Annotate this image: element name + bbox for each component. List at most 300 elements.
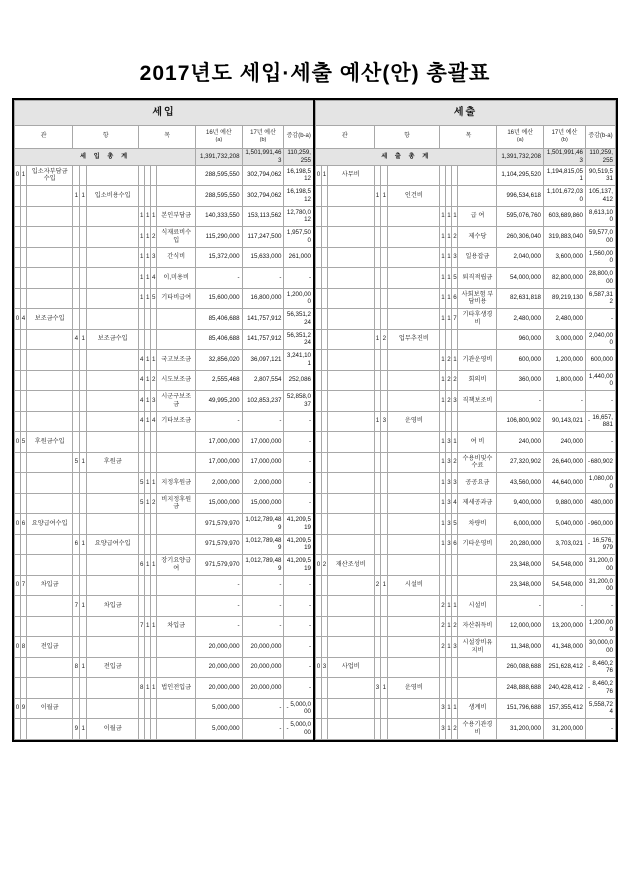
col-header-budget-a bbox=[196, 126, 242, 149]
budget-b-label: 17년 예산 bbox=[250, 129, 276, 136]
diff-cell: - bbox=[284, 268, 314, 289]
budget-a-cell: 115,290,000 bbox=[196, 227, 242, 248]
code-cell bbox=[374, 165, 381, 186]
label-cell bbox=[87, 309, 139, 330]
code-cell bbox=[73, 493, 80, 514]
budget-a-label: 16년 예산 bbox=[205, 129, 232, 136]
amount-value: 5,000,000 bbox=[290, 721, 311, 736]
label-cell bbox=[87, 350, 139, 371]
table-row bbox=[15, 288, 315, 309]
code-cell: 1 bbox=[452, 432, 458, 453]
hang-label: 시설비 bbox=[388, 575, 440, 596]
diff-cell bbox=[585, 411, 615, 432]
diff-cell: 105,137,412 bbox=[585, 186, 615, 207]
code-cell bbox=[80, 206, 87, 227]
code-cell: 1 bbox=[80, 186, 87, 207]
mok-label: 기타운영비 bbox=[458, 534, 497, 555]
negative-amount bbox=[286, 721, 311, 737]
diff-cell: 12,780,012 bbox=[284, 206, 314, 227]
diff-cell: - bbox=[284, 596, 314, 617]
budget-a-cell: 971,579,970 bbox=[196, 514, 242, 535]
label-cell bbox=[328, 473, 375, 494]
code-cell: 3 bbox=[452, 247, 458, 268]
label-cell bbox=[388, 452, 440, 473]
budget-b-label: 17년 예산 bbox=[551, 129, 578, 136]
label-cell bbox=[87, 555, 139, 576]
grand-total-label: 세 입 총 계 bbox=[15, 149, 196, 166]
label-cell bbox=[87, 698, 139, 719]
code-cell bbox=[381, 247, 388, 268]
budget-a-cell: 260,088,688 bbox=[497, 657, 544, 678]
code-cell bbox=[73, 288, 80, 309]
budget-a-cell: 2,000,000 bbox=[196, 473, 242, 494]
budget-b-cell: 3,600,000 bbox=[543, 247, 585, 268]
label-cell bbox=[328, 575, 375, 596]
code-cell: 1 bbox=[145, 678, 151, 699]
code-cell: 1 bbox=[446, 309, 452, 330]
code-cell: 3 bbox=[374, 678, 381, 699]
code-cell: 5 bbox=[452, 514, 458, 535]
table-row bbox=[316, 698, 616, 719]
diff-cell: - bbox=[585, 432, 615, 453]
diff-cell: 480,000 bbox=[585, 493, 615, 514]
label-cell bbox=[328, 514, 375, 535]
budget-b-cell: 153,113,562 bbox=[242, 206, 284, 227]
diff-cell bbox=[284, 698, 314, 719]
budget-a-cell: 17,000,000 bbox=[196, 432, 242, 453]
negative-amount bbox=[588, 520, 613, 528]
budget-a-cell: 140,333,550 bbox=[196, 206, 242, 227]
budget-b-cell: 1,200,000 bbox=[543, 350, 585, 371]
minus-sign: - bbox=[587, 540, 591, 548]
label-cell bbox=[388, 493, 440, 514]
mok-label: 시군구보조금 bbox=[157, 391, 196, 412]
grand-total-diff: 110,259,255 bbox=[284, 149, 314, 166]
grand-total-budget-a: 1,391,732,208 bbox=[196, 149, 242, 166]
gwan-label: 재산조성비 bbox=[328, 555, 375, 576]
code-cell bbox=[80, 247, 87, 268]
mok-label: 기타후생경비 bbox=[458, 309, 497, 330]
label-cell bbox=[26, 678, 72, 699]
table-row bbox=[316, 555, 616, 576]
code-cell: 1 bbox=[446, 637, 452, 658]
code-cell bbox=[80, 575, 87, 596]
code-cell bbox=[374, 206, 381, 227]
code-cell bbox=[381, 493, 388, 514]
mok-label: 비지정후원금 bbox=[157, 493, 196, 514]
code-cell: 3 bbox=[440, 719, 446, 740]
mok-label: 시설장비유지비 bbox=[458, 637, 497, 658]
mok-label: 생계비 bbox=[458, 698, 497, 719]
budget-b-cell: 141,757,912 bbox=[242, 329, 284, 350]
code-cell bbox=[73, 206, 80, 227]
table-row bbox=[316, 227, 616, 248]
label-cell bbox=[26, 719, 72, 740]
code-cell: 2 bbox=[322, 555, 328, 576]
code-cell: 1 bbox=[440, 350, 446, 371]
diff-cell: - bbox=[284, 616, 314, 637]
label-cell bbox=[388, 719, 440, 740]
label-cell bbox=[458, 657, 497, 678]
code-cell: 5 bbox=[151, 288, 157, 309]
code-cell: 1 bbox=[446, 227, 452, 248]
mok-label: 회의비 bbox=[458, 370, 497, 391]
label-cell bbox=[328, 678, 375, 699]
code-cell: 2 bbox=[151, 370, 157, 391]
budget-b-cell: 36,097,121 bbox=[242, 350, 284, 371]
diff-cell: - bbox=[284, 678, 314, 699]
code-cell: 5 bbox=[139, 473, 145, 494]
section-band-row bbox=[316, 101, 616, 126]
label-cell bbox=[328, 616, 375, 637]
label-cell bbox=[328, 227, 375, 248]
code-cell bbox=[374, 247, 381, 268]
label-cell bbox=[388, 206, 440, 227]
amount-value: 8,460,276 bbox=[592, 680, 613, 695]
table-row bbox=[316, 678, 616, 699]
code-cell: 1 bbox=[452, 698, 458, 719]
code-cell: 0 bbox=[15, 309, 21, 330]
label-cell bbox=[87, 411, 139, 432]
code-cell bbox=[374, 657, 381, 678]
gwan-label: 보조금수입 bbox=[26, 309, 72, 330]
code-cell bbox=[374, 534, 381, 555]
label-cell bbox=[26, 555, 72, 576]
budget-b-cell: 15,633,000 bbox=[242, 247, 284, 268]
diff-cell bbox=[585, 678, 615, 699]
code-cell bbox=[80, 698, 87, 719]
code-cell: 9 bbox=[73, 719, 80, 740]
table-row bbox=[15, 473, 315, 494]
code-cell: 2 bbox=[374, 575, 381, 596]
code-cell bbox=[73, 678, 80, 699]
budget-a-cell: - bbox=[196, 411, 242, 432]
label-cell bbox=[26, 616, 72, 637]
code-cell: 1 bbox=[145, 473, 151, 494]
code-cell: 1 bbox=[374, 329, 381, 350]
code-cell: 1 bbox=[446, 616, 452, 637]
budget-b-cell: 319,883,040 bbox=[543, 227, 585, 248]
label-cell bbox=[328, 370, 375, 391]
code-cell: 3 bbox=[446, 473, 452, 494]
hang-label: 보조금수입 bbox=[87, 329, 139, 350]
code-cell: 7 bbox=[73, 596, 80, 617]
table-row bbox=[15, 309, 315, 330]
code-cell bbox=[73, 350, 80, 371]
code-cell bbox=[374, 698, 381, 719]
mok-label: 여 비 bbox=[458, 432, 497, 453]
gwan-label: 입소자부담금 수입 bbox=[26, 165, 72, 186]
budget-b-cell: 82,800,000 bbox=[543, 268, 585, 289]
code-cell: 2 bbox=[446, 350, 452, 371]
table-row bbox=[316, 657, 616, 678]
code-cell: 4 bbox=[452, 493, 458, 514]
table-row bbox=[15, 452, 315, 473]
code-cell: 1 bbox=[446, 268, 452, 289]
budget-a-label: 16년 예산 bbox=[507, 129, 534, 136]
hang-label: 인건비 bbox=[388, 186, 440, 207]
diff-cell: 3,241,101 bbox=[284, 350, 314, 371]
mok-label: 제세공과금 bbox=[458, 493, 497, 514]
label-cell bbox=[157, 657, 196, 678]
col-header-mok: 목 bbox=[139, 126, 196, 149]
code-cell bbox=[374, 514, 381, 535]
code-cell bbox=[374, 637, 381, 658]
code-cell: 1 bbox=[145, 227, 151, 248]
mok-label: 간식비 bbox=[157, 247, 196, 268]
label-cell bbox=[26, 247, 72, 268]
diff-cell: - bbox=[284, 575, 314, 596]
label-cell bbox=[388, 391, 440, 412]
code-cell bbox=[381, 534, 388, 555]
budget-a-cell: 23,348,000 bbox=[497, 575, 544, 596]
code-cell: 1 bbox=[440, 370, 446, 391]
mok-label: 퇴직적립금 bbox=[458, 268, 497, 289]
mok-label: 자산취득비 bbox=[458, 616, 497, 637]
label-cell bbox=[328, 698, 375, 719]
table-row bbox=[316, 165, 616, 186]
label-cell bbox=[328, 719, 375, 740]
code-cell: 2 bbox=[452, 370, 458, 391]
section-title: 세입 bbox=[15, 101, 315, 126]
label-cell bbox=[87, 391, 139, 412]
code-cell bbox=[374, 309, 381, 330]
diff-cell: - bbox=[284, 452, 314, 473]
code-cell bbox=[374, 370, 381, 391]
table-row bbox=[15, 391, 315, 412]
code-cell: 3 bbox=[452, 473, 458, 494]
budget-b-cell: 15,000,000 bbox=[242, 493, 284, 514]
label-cell bbox=[26, 657, 72, 678]
label-cell bbox=[87, 493, 139, 514]
budget-b-cell: 240,000 bbox=[543, 432, 585, 453]
budget-a-cell: 20,000,000 bbox=[196, 637, 242, 658]
label-cell bbox=[328, 432, 375, 453]
label-cell bbox=[458, 411, 497, 432]
code-cell: 1 bbox=[80, 329, 87, 350]
label-cell bbox=[388, 227, 440, 248]
table-row bbox=[316, 391, 616, 412]
table-row bbox=[316, 268, 616, 289]
diff-cell bbox=[585, 452, 615, 473]
diff-cell: 5,558,724 bbox=[585, 698, 615, 719]
budget-b-cell: 1,012,789,489 bbox=[242, 555, 284, 576]
budget-a-sub: (a) bbox=[516, 137, 524, 144]
code-cell bbox=[381, 391, 388, 412]
label-cell bbox=[26, 452, 72, 473]
budget-a-cell: 2,480,000 bbox=[497, 309, 544, 330]
hang-label: 요양급여수입 bbox=[87, 534, 139, 555]
table-row bbox=[15, 514, 315, 535]
code-cell: 1 bbox=[440, 473, 446, 494]
code-cell: 5 bbox=[20, 432, 26, 453]
label-cell bbox=[328, 288, 375, 309]
budget-a-cell: 1,104,295,520 bbox=[497, 165, 544, 186]
budget-b-cell: - bbox=[543, 391, 585, 412]
diff-cell: 252,086 bbox=[284, 370, 314, 391]
table-row bbox=[15, 698, 315, 719]
budget-b-cell: 2,807,554 bbox=[242, 370, 284, 391]
budget-a-sub: (a) bbox=[215, 137, 223, 144]
label-cell bbox=[388, 473, 440, 494]
mok-label: 직책보조비 bbox=[458, 391, 497, 412]
label-cell bbox=[26, 186, 72, 207]
hang-label: 운영비 bbox=[388, 678, 440, 699]
hang-label: 업무추진비 bbox=[388, 329, 440, 350]
table-row bbox=[15, 657, 315, 678]
table-row bbox=[316, 473, 616, 494]
code-cell bbox=[374, 596, 381, 617]
grand-total-diff: 110,259,255 bbox=[585, 149, 615, 166]
code-cell bbox=[374, 452, 381, 473]
diff-cell: 56,351,224 bbox=[284, 329, 314, 350]
label-cell bbox=[26, 493, 72, 514]
diff-cell: 2,040,000 bbox=[585, 329, 615, 350]
code-cell bbox=[73, 268, 80, 289]
budget-b-cell: 302,794,062 bbox=[242, 165, 284, 186]
code-cell: 1 bbox=[446, 596, 452, 617]
budget-a-cell: 5,000,000 bbox=[196, 719, 242, 740]
code-cell bbox=[80, 288, 87, 309]
budget-b-cell: 20,000,000 bbox=[242, 678, 284, 699]
gwan-label: 차입금 bbox=[26, 575, 72, 596]
label-cell bbox=[388, 534, 440, 555]
revenue-table bbox=[14, 100, 315, 740]
label-cell bbox=[26, 411, 72, 432]
label-cell bbox=[388, 288, 440, 309]
label-cell bbox=[388, 370, 440, 391]
gwan-label: 전입금 bbox=[26, 637, 72, 658]
code-cell: 1 bbox=[20, 165, 26, 186]
diff-cell: 30,000,000 bbox=[585, 637, 615, 658]
budget-a-cell: 5,000,000 bbox=[196, 698, 242, 719]
code-cell: 0 bbox=[15, 514, 21, 535]
table-row bbox=[15, 596, 315, 617]
label-cell bbox=[328, 637, 375, 658]
diff-cell: - bbox=[284, 637, 314, 658]
budget-a-cell: - bbox=[196, 596, 242, 617]
budget-a-cell: 20,280,000 bbox=[497, 534, 544, 555]
label-cell bbox=[87, 268, 139, 289]
diff-cell: 52,858,037 bbox=[284, 391, 314, 412]
mok-label: 국고보조금 bbox=[157, 350, 196, 371]
code-cell bbox=[381, 206, 388, 227]
label-cell bbox=[328, 329, 375, 350]
label-cell bbox=[87, 370, 139, 391]
code-cell bbox=[381, 370, 388, 391]
code-cell: 1 bbox=[80, 452, 87, 473]
code-cell: 8 bbox=[73, 657, 80, 678]
code-cell: 1 bbox=[80, 657, 87, 678]
code-cell: 1 bbox=[139, 247, 145, 268]
label-cell bbox=[328, 309, 375, 330]
code-cell bbox=[374, 493, 381, 514]
code-cell: 0 bbox=[15, 698, 21, 719]
mok-label: 기타보조금 bbox=[157, 411, 196, 432]
table-row bbox=[15, 350, 315, 371]
negative-amount bbox=[588, 660, 613, 676]
col-header-gwan: 관 bbox=[15, 126, 73, 149]
budget-a-cell: 2,555,468 bbox=[196, 370, 242, 391]
code-cell: 3 bbox=[446, 514, 452, 535]
minus-sign: - bbox=[587, 663, 591, 671]
label-cell bbox=[87, 514, 139, 535]
code-cell: 1 bbox=[73, 186, 80, 207]
code-cell: 1 bbox=[151, 678, 157, 699]
minus-sign: - bbox=[587, 519, 591, 527]
mok-label: 기관운영비 bbox=[458, 350, 497, 371]
table-row bbox=[316, 452, 616, 473]
code-cell bbox=[374, 432, 381, 453]
diff-cell: - bbox=[585, 309, 615, 330]
budget-a-cell: 15,000,000 bbox=[196, 493, 242, 514]
budget-b-cell: - bbox=[242, 698, 284, 719]
diff-cell: - bbox=[284, 493, 314, 514]
code-cell bbox=[374, 473, 381, 494]
diff-cell bbox=[585, 534, 615, 555]
budget-a-cell: - bbox=[196, 616, 242, 637]
budget-a-cell: 27,320,902 bbox=[497, 452, 544, 473]
code-cell: 1 bbox=[145, 493, 151, 514]
col-header-diff: 증감(b-a) bbox=[585, 126, 615, 149]
label-cell bbox=[388, 698, 440, 719]
label-cell bbox=[26, 206, 72, 227]
budget-a-cell: 971,579,970 bbox=[196, 555, 242, 576]
code-cell: 1 bbox=[145, 247, 151, 268]
diff-cell: 31,200,000 bbox=[585, 555, 615, 576]
label-cell bbox=[87, 247, 139, 268]
code-cell bbox=[374, 555, 381, 576]
budget-b-cell: 1,101,672,030 bbox=[543, 186, 585, 207]
budget-a-cell: 996,534,618 bbox=[497, 186, 544, 207]
budget-b-cell: 117,247,500 bbox=[242, 227, 284, 248]
code-cell: 1 bbox=[440, 288, 446, 309]
label-cell bbox=[87, 165, 139, 186]
negative-amount bbox=[286, 701, 311, 717]
diff-cell: - bbox=[284, 411, 314, 432]
code-cell: 1 bbox=[440, 206, 446, 227]
code-cell: 1 bbox=[440, 534, 446, 555]
mok-label: 법인전입금 bbox=[157, 678, 196, 699]
diff-cell: - bbox=[585, 391, 615, 412]
mok-label: 지정후원금 bbox=[157, 473, 196, 494]
amount-value: 960,000 bbox=[590, 519, 613, 527]
col-header-budget-b bbox=[543, 126, 585, 149]
label-cell bbox=[87, 678, 139, 699]
code-cell: 1 bbox=[151, 206, 157, 227]
label-cell bbox=[388, 596, 440, 617]
mok-label: 이,미용비 bbox=[157, 268, 196, 289]
code-cell: 0 bbox=[15, 637, 21, 658]
budget-b-cell: 3,000,000 bbox=[543, 329, 585, 350]
label-cell bbox=[458, 555, 497, 576]
amount-value: 680,902 bbox=[590, 458, 613, 466]
code-cell: 1 bbox=[440, 247, 446, 268]
diff-cell: 41,209,519 bbox=[284, 534, 314, 555]
table-row bbox=[316, 493, 616, 514]
table-row bbox=[15, 370, 315, 391]
code-cell: 1 bbox=[151, 350, 157, 371]
code-cell: 2 bbox=[452, 227, 458, 248]
code-cell: 2 bbox=[452, 452, 458, 473]
label-cell bbox=[328, 452, 375, 473]
code-cell bbox=[80, 637, 87, 658]
label-cell bbox=[26, 596, 72, 617]
code-cell bbox=[381, 165, 388, 186]
code-cell: 6 bbox=[139, 555, 145, 576]
label-cell bbox=[26, 391, 72, 412]
code-cell bbox=[381, 637, 388, 658]
